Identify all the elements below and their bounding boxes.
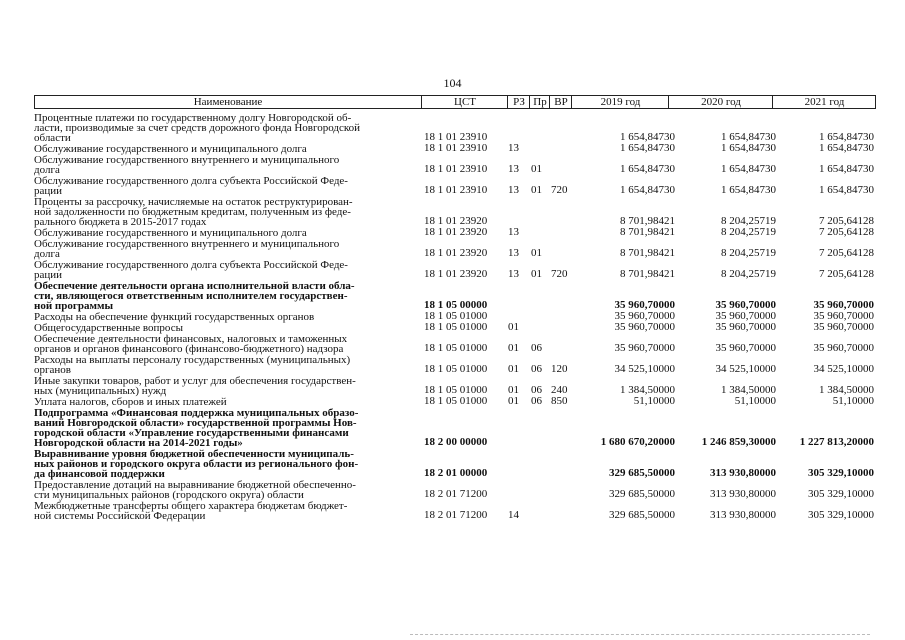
row-2019-value: 35 960,70000 [614, 321, 675, 333]
row-name [34, 154, 416, 175]
table-row [34, 333, 876, 354]
row-name-line: Обслуживание государственного долга субъекта Российской Феде- [34, 175, 348, 187]
row-2021-value: 1 654,84730 [819, 163, 874, 175]
row-name [34, 500, 416, 521]
row-2019-value: 8 701,98421 [620, 247, 675, 259]
table-row [34, 280, 876, 311]
row-name-line: Общегосударственные вопросы [34, 322, 183, 334]
row-2019-value: 329 685,50000 [609, 467, 675, 479]
row-2021-value: 305 329,10000 [808, 467, 874, 479]
table-row [34, 259, 876, 280]
row-cst: 18 1 01 23910 [424, 163, 488, 175]
row-rz: 01 [508, 384, 519, 396]
table-row [34, 175, 876, 196]
header-name: Наименование [193, 96, 263, 108]
row-name-line: органов [34, 364, 71, 376]
row-2020-value: 1 384,50000 [721, 384, 776, 396]
row-rz: 13 [508, 163, 519, 175]
row-cst: 18 1 05 00000 [424, 299, 488, 311]
row-2020-value: 8 204,25719 [721, 215, 776, 227]
row-name-line: Обеспечение деятельности органа исполнительной власти обла- [34, 280, 355, 292]
row-cst: 18 1 01 23920 [424, 215, 488, 227]
row-name-line: ласти, производимые за счет средств дорожного фонда Новгородской [34, 122, 361, 134]
row-2020-value: 34 525,10000 [715, 363, 776, 375]
row-vr: 850 [551, 395, 568, 407]
row-name-line: Обеспечение деятельности финансовых, налоговых и таможенных [34, 333, 348, 345]
row-cst: 18 1 01 23910 [424, 184, 488, 196]
header-2021: 2021 год [772, 96, 876, 108]
row-2020-value: 1 654,84730 [721, 142, 776, 154]
row-2020-value: 35 960,70000 [715, 310, 776, 322]
row-vr: 720 [551, 184, 568, 196]
row-pr: 01 [531, 247, 542, 259]
table-row [34, 354, 876, 375]
row-name-line: области [34, 132, 71, 144]
row-name [34, 407, 416, 448]
row-cst: 18 2 01 71200 [424, 509, 488, 521]
row-rz: 01 [508, 395, 519, 407]
row-2019-value: 34 525,10000 [614, 363, 675, 375]
row-2020-value: 1 654,84730 [721, 131, 776, 143]
row-name-line: Обслуживание государственного и муниципального долга [34, 143, 307, 155]
row-2019-value: 1 654,84730 [620, 163, 675, 175]
header-2019: 2019 год [571, 96, 669, 108]
table-row [34, 500, 876, 521]
row-name-line: Подпрограмма «Финансовая поддержка муниципальных образо- [34, 407, 359, 419]
row-name [34, 396, 416, 407]
row-name-line: ной программы [34, 300, 114, 312]
row-2019-value: 8 701,98421 [620, 215, 675, 227]
row-rz: 14 [508, 509, 519, 521]
row-2021-value: 35 960,70000 [813, 342, 874, 354]
row-rz: 13 [508, 226, 519, 238]
row-vr: 120 [551, 363, 568, 375]
row-2020-value: 313 930,80000 [710, 509, 776, 521]
row-name [34, 238, 416, 259]
row-name-line: рации [34, 185, 63, 197]
row-pr: 01 [531, 184, 542, 196]
table-row [34, 479, 876, 500]
row-rz: 13 [508, 142, 519, 154]
row-name-line: ной задолженности по бюджетным кредитам, полученным из феде- [34, 206, 351, 218]
row-2019-value: 1 384,50000 [620, 384, 675, 396]
row-rz: 13 [508, 268, 519, 280]
row-name-line: рации [34, 269, 63, 281]
row-name [34, 280, 416, 311]
row-name-line: Обслуживание государственного и муниципального долга [34, 227, 307, 239]
row-name-line: Уплата налогов, сборов и иных платежей [34, 396, 227, 408]
row-pr: 06 [531, 363, 542, 375]
row-name-line: органов и органов финансового (финансово-бюджетного) надзора [34, 343, 344, 355]
table-row [34, 227, 876, 238]
table-header [34, 95, 876, 109]
row-name-line: сти муниципальных районов (городского округа) области [34, 489, 304, 501]
row-2020-value: 35 960,70000 [715, 321, 776, 333]
row-pr: 01 [531, 163, 542, 175]
row-name-line: Проценты за рассрочку, начисляемые на остаток реструктурирован- [34, 196, 353, 208]
table-row [34, 448, 876, 479]
row-name [34, 311, 416, 322]
page-number: 104 [443, 76, 462, 90]
row-name-line: долга [34, 248, 60, 260]
row-2021-value: 7 205,64128 [819, 215, 874, 227]
row-2019-value: 1 654,84730 [620, 184, 675, 196]
row-2021-value: 35 960,70000 [813, 299, 874, 311]
footer-divider [410, 634, 870, 635]
row-rz: 01 [508, 342, 519, 354]
row-2021-value: 1 227 813,20000 [799, 436, 874, 448]
row-name-line: Обслуживание государственного внутреннего и муниципального [34, 238, 340, 250]
row-name-line: городской области «Управление государственными финансами [34, 427, 349, 439]
row-2021-value: 305 329,10000 [808, 488, 874, 500]
row-cst: 18 1 05 01000 [424, 384, 488, 396]
row-name [34, 143, 416, 154]
header-vr: ВР [549, 96, 572, 108]
table-row [34, 407, 876, 448]
row-2019-value: 1 654,84730 [620, 131, 675, 143]
row-pr: 06 [531, 342, 542, 354]
row-cst: 18 2 01 00000 [424, 467, 488, 479]
table-row [34, 154, 876, 175]
row-name [34, 333, 416, 354]
table-row [34, 112, 876, 143]
table-row [34, 375, 876, 396]
row-2019-value: 35 960,70000 [614, 299, 675, 311]
row-2021-value: 1 654,84730 [819, 184, 874, 196]
table-row [34, 322, 876, 333]
table-row [34, 143, 876, 154]
table-body [34, 112, 876, 521]
row-name-line: Обслуживание государственного долга субъекта Российской Феде- [34, 259, 348, 271]
row-vr: 720 [551, 268, 568, 280]
row-rz: 13 [508, 247, 519, 259]
row-name [34, 112, 416, 143]
row-cst: 18 1 05 01000 [424, 395, 488, 407]
row-cst: 18 1 05 01000 [424, 363, 488, 375]
row-name-line: ных районов и городского округа области из регионального фон- [34, 458, 359, 470]
row-pr: 06 [531, 395, 542, 407]
table-row [34, 396, 876, 407]
row-name-line: Иные закупки товаров, работ и услуг для обеспечения государствен- [34, 375, 356, 387]
row-name [34, 259, 416, 280]
row-cst: 18 1 01 23920 [424, 268, 488, 280]
row-name [34, 375, 416, 396]
row-name-line: Межбюджетные трансферты общего характера бюджетам бюджет- [34, 500, 348, 512]
row-name [34, 227, 416, 238]
row-2021-value: 51,10000 [832, 395, 874, 407]
row-2020-value: 8 204,25719 [721, 268, 776, 280]
row-2019-value: 1 680 670,20000 [600, 436, 675, 448]
row-2021-value: 1 384,50000 [819, 384, 874, 396]
row-rz: 01 [508, 321, 519, 333]
header-pr: Пр [529, 96, 550, 108]
row-2019-value: 35 960,70000 [614, 342, 675, 354]
row-2020-value: 313 930,80000 [710, 467, 776, 479]
header-rz: РЗ [507, 96, 530, 108]
row-2020-value: 35 960,70000 [715, 299, 776, 311]
row-2021-value: 1 654,84730 [819, 142, 874, 154]
row-2020-value: 8 204,25719 [721, 247, 776, 259]
row-name-line: ных (муниципальных) нужд [34, 385, 167, 397]
row-2019-value: 329 685,50000 [609, 488, 675, 500]
row-rz: 13 [508, 184, 519, 196]
row-2021-value: 35 960,70000 [813, 310, 874, 322]
row-name-line: Расходы на выплаты персоналу государственных (муниципальных) [34, 354, 351, 366]
table-row [34, 196, 876, 227]
row-2021-value: 305 329,10000 [808, 509, 874, 521]
row-cst: 18 1 05 01000 [424, 310, 488, 322]
header-2020: 2020 год [668, 96, 773, 108]
row-name-line: Выравнивание уровня бюджетной обеспеченности муниципаль- [34, 448, 354, 460]
row-2020-value: 51,10000 [734, 395, 776, 407]
row-2020-value: 313 930,80000 [710, 488, 776, 500]
row-cst: 18 1 05 01000 [424, 321, 488, 333]
row-name-line: Новгородской области на 2014-2021 годы» [34, 437, 243, 449]
row-rz: 01 [508, 363, 519, 375]
row-cst: 18 2 00 00000 [424, 436, 488, 448]
row-name-line: ной системы Российской Федерации [34, 510, 206, 522]
row-name-line: долга [34, 164, 60, 176]
row-vr: 240 [551, 384, 568, 396]
row-cst: 18 1 01 23920 [424, 247, 488, 259]
row-2021-value: 7 205,64128 [819, 226, 874, 238]
row-name-line: Расходы на обеспечение функций государственных органов [34, 311, 315, 323]
row-2020-value: 8 204,25719 [721, 226, 776, 238]
row-2021-value: 34 525,10000 [813, 363, 874, 375]
row-name [34, 479, 416, 500]
row-name-line: сти, являющегося ответственным исполнителем государствен- [34, 290, 348, 302]
row-name [34, 322, 416, 333]
row-cst: 18 1 01 23910 [424, 131, 488, 143]
row-cst: 18 1 05 01000 [424, 342, 488, 354]
row-2019-value: 35 960,70000 [614, 310, 675, 322]
row-cst: 18 2 01 71200 [424, 488, 488, 500]
row-name [34, 196, 416, 227]
row-pr: 06 [531, 384, 542, 396]
row-2020-value: 1 654,84730 [721, 163, 776, 175]
row-2020-value: 35 960,70000 [715, 342, 776, 354]
table-row [34, 238, 876, 259]
row-2019-value: 8 701,98421 [620, 268, 675, 280]
row-name-line: Обслуживание государственного внутреннего и муниципального [34, 154, 340, 166]
row-2021-value: 7 205,64128 [819, 268, 874, 280]
row-name-line: Процентные платежи по государственному долгу Новгородской об- [34, 112, 352, 124]
row-2019-value: 51,10000 [633, 395, 675, 407]
row-name [34, 354, 416, 375]
row-name-line: ваний Новгородской области» государственной программы Нов- [34, 417, 357, 429]
row-name [34, 175, 416, 196]
row-name-line: да финансовой поддержки [34, 468, 165, 480]
row-2019-value: 1 654,84730 [620, 142, 675, 154]
row-name [34, 448, 416, 479]
row-name-line: рального бюджета в 2015-2017 годах [34, 216, 207, 228]
row-cst: 18 1 01 23920 [424, 226, 488, 238]
row-2021-value: 35 960,70000 [813, 321, 874, 333]
row-2020-value: 1 246 859,30000 [701, 436, 776, 448]
header-cst: ЦСТ [421, 96, 508, 108]
row-2020-value: 1 654,84730 [721, 184, 776, 196]
row-2021-value: 1 654,84730 [819, 131, 874, 143]
row-2019-value: 8 701,98421 [620, 226, 675, 238]
row-pr: 01 [531, 268, 542, 280]
row-name-line: Предоставление дотаций на выравнивание бюджетной обеспеченно- [34, 479, 356, 491]
row-2019-value: 329 685,50000 [609, 509, 675, 521]
row-2021-value: 7 205,64128 [819, 247, 874, 259]
row-cst: 18 1 01 23910 [424, 142, 488, 154]
